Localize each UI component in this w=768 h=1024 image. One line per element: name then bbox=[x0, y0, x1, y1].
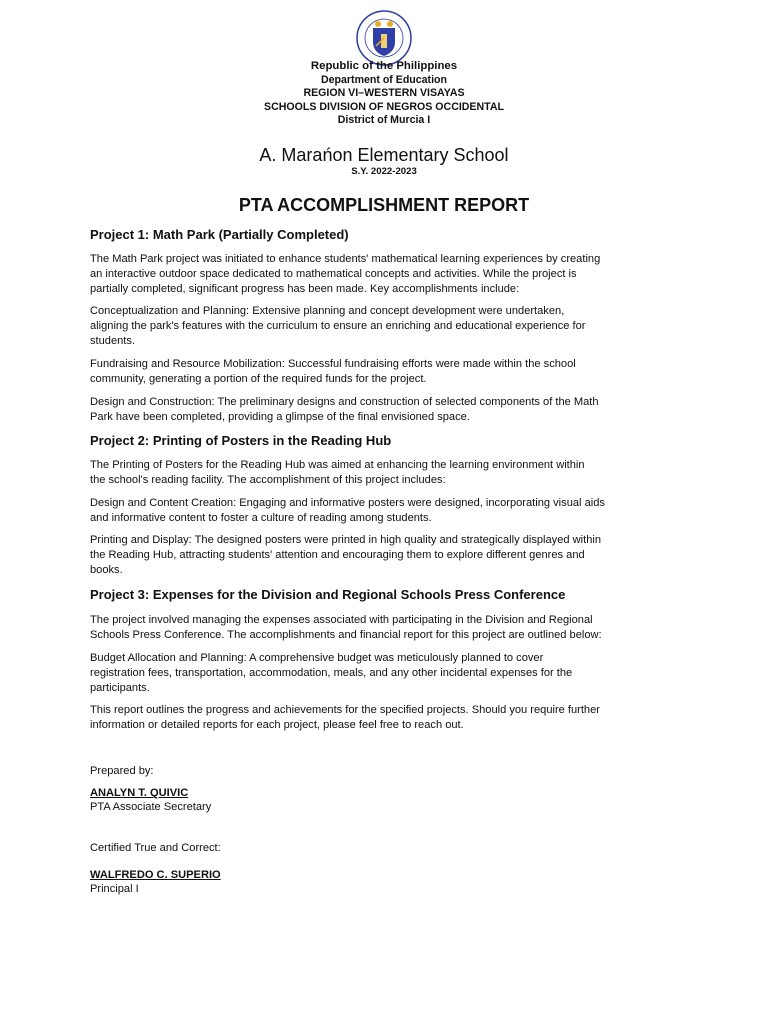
paragraph-line: participants. bbox=[90, 682, 150, 695]
header-line: SCHOOLS DIVISION OF NEGROS OCCIDENTAL bbox=[264, 100, 504, 113]
header-line: Department of Education bbox=[321, 73, 447, 86]
paragraph bbox=[90, 395, 599, 425]
paragraph-line: Printing and Display: The designed posters were printed in high quality and strategically displayed within bbox=[90, 534, 602, 546]
prepared-label: Prepared by: bbox=[90, 765, 154, 777]
paragraph-line: partially completed, significant progress has been made. Key accomplishments include: bbox=[90, 283, 520, 296]
paragraph-line: Conceptualization and Planning: Extensive planning and concept development were undertaken, bbox=[90, 305, 565, 317]
paragraph-line: the school's reading facility. The accomplishment of this project includes: bbox=[90, 474, 446, 487]
paragraph-line: aligning the park's features with the curriculum to ensure an enriching and educational experience for bbox=[90, 320, 586, 333]
header-block bbox=[0, 60, 768, 128]
paragraph-line: community, generating a portion of the required funds for the project. bbox=[90, 373, 427, 386]
prepared-name: ANALYN T. QUIVIC bbox=[90, 787, 189, 799]
paragraph-line: The Math Park project was initiated to enhance students' mathematical learning experiences by creating bbox=[90, 253, 601, 265]
paragraph-line: students. bbox=[90, 335, 136, 348]
project-heading: Project 2: Printing of Posters in the Reading Hub bbox=[90, 433, 392, 448]
header-line: District of Murcia I bbox=[337, 114, 431, 127]
paragraph-line: Budget Allocation and Planning: A comprehensive budget was meticulously planned to cover bbox=[90, 652, 544, 664]
paragraph-line: the Reading Hub, attracting students' attention and encouraging them to explore different genres and bbox=[90, 549, 585, 562]
paragraph bbox=[90, 613, 602, 643]
paragraph-line: The Printing of Posters for the Reading Hub was aimed at enhancing the learning environment within bbox=[90, 459, 585, 471]
paragraph-line: an interactive outdoor space dedicated to mathematical concepts and activities. While the project is bbox=[90, 268, 577, 281]
paragraph-line: information or detailed reports for each project, please feel free to reach out. bbox=[90, 719, 464, 732]
certified-title: Principal I bbox=[90, 883, 139, 895]
paragraph-line: The project involved managing the expenses associated with participating in the Division and Regional bbox=[90, 614, 593, 626]
paragraph-line: Fundraising and Resource Mobilization: Successful fundraising efforts were made within the school bbox=[90, 358, 576, 370]
school-name: A. Marańon Elementary School bbox=[259, 145, 509, 165]
paragraph bbox=[90, 357, 576, 387]
project-heading: Project 3: Expenses for the Division and Regional Schools Press Conference bbox=[90, 587, 566, 602]
prepared-title: PTA Associate Secretary bbox=[90, 801, 212, 813]
report-title: PTA ACCOMPLISHMENT REPORT bbox=[238, 195, 530, 215]
paragraph-line: Park have been completed, providing a glimpse of the final envisioned space. bbox=[90, 411, 470, 424]
paragraph bbox=[90, 703, 600, 733]
paragraph bbox=[90, 533, 601, 578]
paragraph bbox=[90, 252, 600, 297]
paragraph-line: This report outlines the progress and achievements for the specified projects. Should you require further bbox=[90, 704, 600, 716]
paragraph-line: Schools Press Conference. The accomplishments and financial report for this project are outlined below: bbox=[90, 629, 602, 642]
certified-name: WALFREDO C. SUPERIO bbox=[90, 869, 221, 881]
paragraph bbox=[90, 651, 572, 696]
paragraph bbox=[90, 458, 585, 488]
project-heading: Project 1: Math Park (Partially Completed) bbox=[90, 227, 349, 242]
header-line: REGION VI–WESTERN VISAYAS bbox=[303, 87, 465, 100]
paragraph-line: books. bbox=[90, 564, 123, 577]
certified-label: Certified True and Correct: bbox=[90, 842, 221, 854]
deped-seal-logo bbox=[356, 10, 412, 66]
header-line: Republic of the Philippines bbox=[310, 60, 458, 72]
paragraph bbox=[90, 304, 585, 349]
paragraph-line: and informative content to foster a culture of reading among students. bbox=[90, 512, 432, 525]
paragraph-line: Design and Construction: The preliminary designs and construction of selected components of the Math bbox=[90, 396, 599, 408]
paragraph-line: Design and Content Creation: Engaging and informative posters were designed, incorporating visual aids bbox=[90, 497, 605, 509]
paragraph bbox=[90, 496, 605, 526]
paragraph-line: registration fees, transportation, accommodation, meals, and any other incidental expenses for the bbox=[90, 667, 573, 680]
school-year: S.Y. 2022-2023 bbox=[351, 166, 417, 177]
